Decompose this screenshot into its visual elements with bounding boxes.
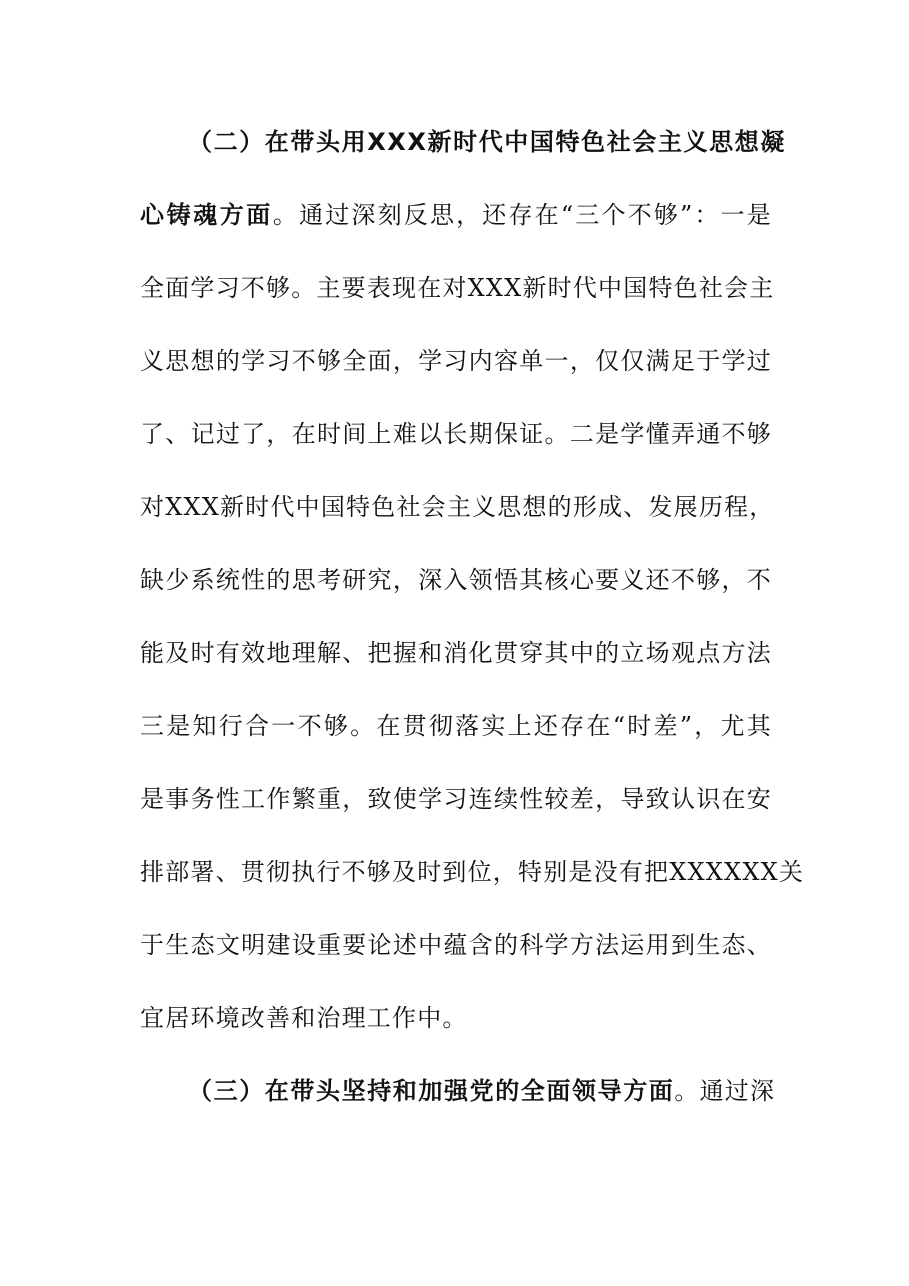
paragraph-line — [140, 915, 772, 988]
paragraph-text: 三是知行合一不够。在贯彻落实上还存在“时差”，尤其 — [140, 712, 772, 740]
paragraph-text: 义思想的学习不够全面，学习内容单一，仅仅满足于学过 — [140, 347, 772, 375]
paragraph-text: 排部署、贯彻执行不够及时到位，特别是没有把XXXXXX关 — [140, 858, 805, 886]
paragraph-line — [140, 404, 772, 477]
paragraph-text: 是事务性工作繁重，致使学习连续性较差，导致认识在安 — [140, 785, 772, 813]
section3-heading-bold: （三）在带头坚持和加强党的全面领导方面 — [188, 1077, 675, 1105]
paragraph-last-line — [140, 988, 772, 1061]
paragraph-line — [140, 623, 772, 696]
paragraph-text: 。通过深 — [674, 1077, 776, 1105]
paragraph-line — [140, 842, 805, 915]
paragraph-line — [140, 477, 775, 550]
section2-heading-bold-continued: 心铸魂方面 — [140, 201, 273, 229]
paragraph-text: 能及时有效地理解、把握和消化贯穿其中的立场观点方法 — [140, 639, 772, 667]
document-body — [140, 112, 805, 1134]
section2-heading-line — [140, 112, 786, 185]
paragraph-line — [140, 550, 772, 623]
paragraph-line — [140, 258, 775, 331]
paragraph-text: 于生态文明建设重要论述中蕴含的科学方法运用到生态、 — [140, 931, 772, 959]
paragraph-text: 。通过深刻反思，还存在“三个不够”：一是 — [272, 201, 772, 229]
paragraph-text: 了、记过了，在时间上难以长期保证。二是学懂弄通不够 — [140, 420, 772, 448]
paragraph-text: 全面学习不够。主要表现在对XXX新时代中国特色社会主 — [140, 274, 775, 302]
paragraph-text: 宜居环境改善和治理工作中。 — [140, 1004, 468, 1032]
paragraph-line — [140, 185, 772, 258]
paragraph-text: 缺少系统性的思考研究，深入领悟其核心要义还不够，不 — [140, 566, 772, 594]
paragraph-text: 对XXX新时代中国特色社会主义思想的形成、发展历程， — [140, 493, 775, 521]
paragraph-line — [140, 769, 772, 842]
paragraph-line — [140, 331, 772, 404]
section3-heading-line — [140, 1061, 776, 1134]
paragraph-line — [140, 696, 772, 769]
section2-heading-bold: （二）在带头用XXX新时代中国特色社会主义思想凝 — [188, 128, 786, 156]
